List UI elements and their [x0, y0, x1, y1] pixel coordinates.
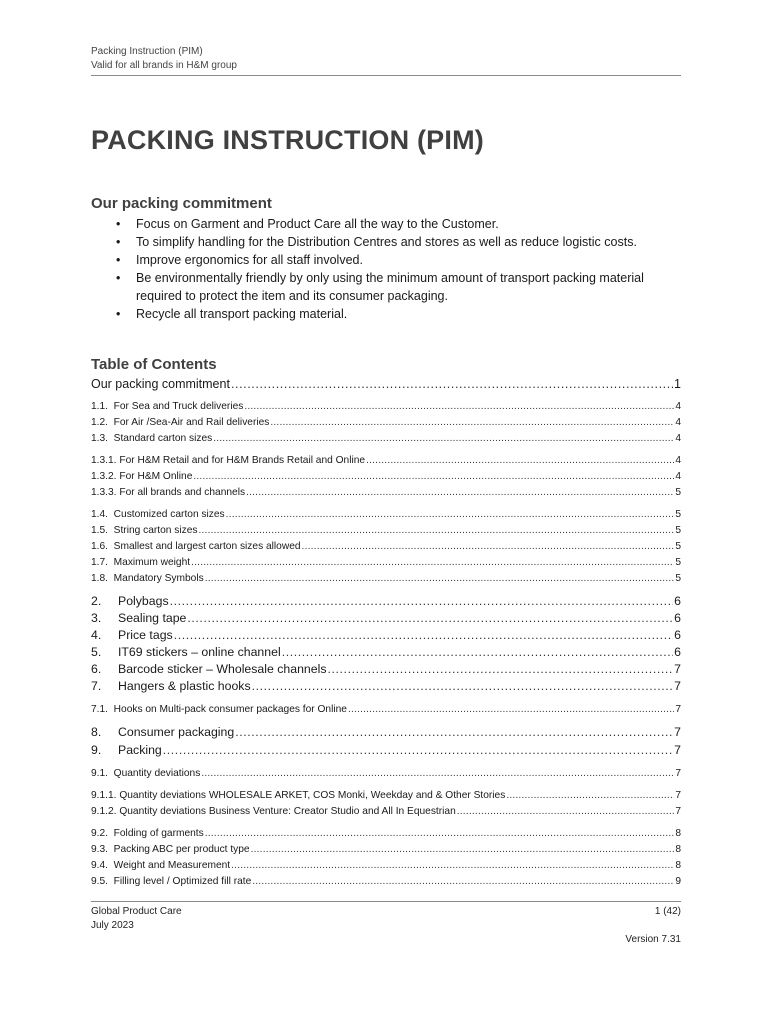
- toc-entry[interactable]: 9.5. Filling level / Optimized fill rate ..... 9: [91, 876, 681, 891]
- toc-entry[interactable]: 7.1. Hooks on Multi-pack consumer packages for Online ..... 7: [91, 704, 681, 719]
- toc-entry[interactable]: 1.1. For Sea and Truck deliveries ..... 4: [91, 401, 681, 416]
- toc-entry[interactable]: 2. Polybags ..... 6: [91, 594, 681, 611]
- toc-entry[interactable]: 9.2. Folding of garments ..... 8: [91, 828, 681, 843]
- toc-entry[interactable]: Our packing commitment ..... 1: [91, 377, 681, 394]
- toc-entry[interactable]: 5. IT69 stickers – online channel ..... 6: [91, 645, 681, 662]
- toc-entry[interactable]: 1.3. Standard carton sizes ..... 4: [91, 433, 681, 448]
- list-item: • Improve ergonomics for all staff involved.: [116, 253, 363, 267]
- toc-entry[interactable]: 4. Price tags ..... 6: [91, 628, 681, 645]
- toc-entry[interactable]: 1.7. Maximum weight ..... 5: [91, 557, 681, 572]
- toc-entry[interactable]: 9.1. Quantity deviations ..... 7: [91, 768, 681, 783]
- toc-entry[interactable]: 1.4. Customized carton sizes ..... 5: [91, 509, 681, 524]
- toc-entry[interactable]: 1.3.3. For all brands and channels ..... 5: [91, 487, 681, 502]
- toc-entry[interactable]: 3. Sealing tape ..... 6: [91, 611, 681, 628]
- list-item: • Be environmentally friendly by only using the minimum amount of transport packing material required to protect the item and its consumer packaging.: [116, 271, 644, 303]
- list-item: • Focus on Garment and Product Care all the way to the Customer.: [116, 217, 499, 231]
- commitment-list: [114, 215, 674, 323]
- toc-entry[interactable]: 1.3.1. For H&M Retail and for H&M Brands Retail and Online ..... 4: [91, 455, 681, 470]
- footer-department: Global Product Care: [91, 906, 182, 917]
- footer-date: July 2023: [91, 920, 134, 931]
- header-document-name: Packing Instruction (PIM): [91, 46, 203, 57]
- list-item: • To simplify handling for the Distribution Centres and stores as well as reduce logistic costs.: [116, 235, 637, 249]
- toc-heading: Table of Contents: [91, 356, 217, 373]
- header-divider: [91, 75, 681, 76]
- bullet-icon: •: [116, 235, 121, 249]
- page-indicator: 1 (42): [654, 906, 681, 917]
- toc-entry[interactable]: 1.5. String carton sizes ..... 5: [91, 525, 681, 540]
- bullet-icon: •: [116, 217, 121, 231]
- bullet-icon: •: [116, 307, 121, 321]
- toc-entry[interactable]: 7. Hangers & plastic hooks ..... 7: [91, 679, 681, 696]
- running-header: [91, 45, 681, 73]
- version-label: Version 7.31: [625, 934, 681, 945]
- toc-entry[interactable]: 1.8. Mandatory Symbols ..... 5: [91, 573, 681, 588]
- header-validity: Valid for all brands in H&M group: [91, 60, 237, 71]
- page-title: PACKING INSTRUCTION (PIM): [91, 125, 484, 155]
- toc-entry[interactable]: 8. Consumer packaging ..... 7: [91, 725, 681, 742]
- commitment-heading: Our packing commitment: [91, 195, 272, 212]
- toc-entry[interactable]: 1.2. For Air /Sea-Air and Rail deliveries ..... 4: [91, 417, 681, 432]
- bullet-icon: •: [116, 253, 121, 267]
- toc-entry[interactable]: 9.4. Weight and Measurement ..... 8: [91, 860, 681, 875]
- toc-entry[interactable]: 9.1.2. Quantity deviations Business Venture: Creator Studio and All In Equestrian ..... 7: [91, 806, 681, 821]
- running-footer: [91, 905, 182, 933]
- toc-entry[interactable]: 9. Packing ..... 7: [91, 743, 681, 760]
- toc-entry[interactable]: 9.3. Packing ABC per product type ..... 8: [91, 844, 681, 859]
- toc-entry[interactable]: 9.1.1. Quantity deviations WHOLESALE ARKET, COS Monki, Weekday and & Other Stories ..... 7: [91, 790, 681, 805]
- toc-entry[interactable]: 1.3.2. For H&M Online ..... 4: [91, 471, 681, 486]
- bullet-icon: •: [116, 271, 121, 285]
- toc-entry[interactable]: 6. Barcode sticker – Wholesale channels ..... 7: [91, 662, 681, 679]
- list-item: • Recycle all transport packing material.: [116, 307, 348, 321]
- toc-entry[interactable]: 1.6. Smallest and largest carton sizes allowed ..... 5: [91, 541, 681, 556]
- footer-divider: [91, 901, 681, 902]
